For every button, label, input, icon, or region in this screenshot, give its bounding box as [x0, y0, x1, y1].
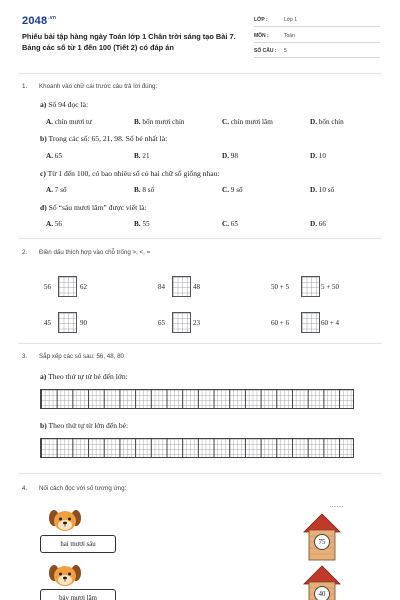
meta-value: Toán	[284, 33, 295, 39]
compare-left: 84	[158, 283, 165, 291]
house-number: 40	[314, 586, 330, 600]
q1b-option-a[interactable]	[46, 152, 62, 160]
q3b-label	[40, 421, 128, 430]
logo-text: 2048	[22, 15, 48, 27]
option-letter: A.	[46, 220, 53, 228]
q1d-option-c[interactable]	[222, 220, 238, 228]
compare-right: 60 + 4	[321, 319, 339, 327]
meta-class-row	[254, 15, 380, 27]
compare-right: 23	[193, 319, 200, 327]
question-number: 3.	[22, 353, 28, 360]
q1a-option-d[interactable]	[310, 118, 344, 126]
compare-right: 48	[193, 283, 200, 291]
stem-label: d)	[40, 203, 47, 212]
q1b-option-d[interactable]	[310, 152, 326, 160]
section-divider	[18, 473, 382, 474]
compare-left: 45	[44, 319, 51, 327]
q1b-option-b[interactable]	[134, 152, 150, 160]
q3a-answer-grid[interactable]	[40, 389, 354, 409]
option-letter: A.	[46, 152, 53, 160]
option-letter: C.	[222, 118, 229, 126]
q1a-option-c[interactable]	[222, 118, 273, 126]
site-logo[interactable]	[22, 15, 56, 27]
q1a-option-a[interactable]	[46, 118, 92, 126]
question-2-heading	[22, 249, 150, 256]
q3b-answer-grid[interactable]	[40, 438, 354, 458]
dog-house[interactable]	[302, 564, 342, 600]
question-3-heading	[22, 353, 124, 360]
option-letter: B.	[134, 118, 141, 126]
compare-left: 50 + 5	[271, 283, 289, 291]
q1c-option-a[interactable]	[46, 186, 67, 194]
option-text: chín mươi tư	[54, 118, 92, 126]
compare-right: 62	[80, 283, 87, 291]
meta-key: LỚP :	[254, 17, 268, 23]
option-letter: C.	[222, 220, 229, 228]
option-text: bốn chín	[318, 118, 344, 126]
option-letter: B.	[134, 220, 141, 228]
question-number: 2.	[22, 249, 28, 256]
q1c-option-b[interactable]	[134, 186, 154, 194]
compare-left: 60 + 6	[271, 319, 289, 327]
worksheet-title: Phiếu bài tập hàng ngày Toán lớp 1 Chân trời sáng tạo Bài 7. Bảng các số từ 1 đến 100 (Tiết 2) có đáp án	[22, 32, 236, 52]
option-text: 55	[142, 220, 150, 228]
compare-answer-box[interactable]	[58, 312, 77, 333]
q1d-option-b[interactable]	[134, 220, 150, 228]
q1c-option-d[interactable]	[310, 186, 334, 194]
option-text: 8 số	[142, 186, 155, 194]
option-letter: B.	[134, 186, 141, 194]
compare-left: 56	[44, 283, 51, 291]
q1b-stem	[40, 134, 167, 143]
question-number: 4.	[22, 485, 28, 492]
reading-card[interactable]	[40, 589, 116, 600]
option-text: 56	[54, 220, 62, 228]
stem-label: b)	[40, 134, 47, 143]
compare-answer-box[interactable]	[172, 276, 191, 297]
option-letter: C.	[222, 186, 229, 194]
option-letter: A.	[46, 118, 53, 126]
option-text: 65	[54, 152, 62, 160]
meta-key: SỐ CÂU :	[254, 48, 277, 54]
stem-text: Từ 1 đến 100, có bao nhiêu số có hai chữ số giống nhau:	[47, 169, 220, 178]
question-prompt: Khoanh vào chữ cái trước câu trả lời đúng:	[39, 83, 158, 90]
stem-text: Số “sáu mươi lăm” được viết là:	[48, 203, 147, 212]
part-text: Theo thứ tự từ bé đến lớn:	[48, 372, 128, 381]
q1b-option-c[interactable]	[222, 152, 238, 160]
section-divider	[18, 343, 382, 344]
compare-answer-box[interactable]	[172, 312, 191, 333]
part-label: b)	[40, 421, 47, 430]
option-text: 66	[318, 220, 326, 228]
q3a-label	[40, 372, 128, 381]
option-text: 10	[318, 152, 326, 160]
option-text: 65	[230, 220, 238, 228]
option-letter: D.	[310, 118, 317, 126]
stem-text: Trong các số: 65, 21, 98. Số bé nhất là:	[48, 134, 168, 143]
option-letter: A.	[46, 186, 53, 194]
stem-label: a)	[40, 100, 47, 109]
stem-text: Số 94 đọc là:	[48, 100, 89, 109]
compare-answer-box[interactable]	[301, 276, 320, 297]
q1d-option-a[interactable]	[46, 220, 62, 228]
option-text: 10 số	[318, 186, 335, 194]
option-letter: D.	[310, 152, 317, 160]
compare-row-1	[0, 276, 400, 298]
question-number: 1.	[22, 83, 28, 90]
option-text: 9 số	[230, 186, 243, 194]
compare-row-2	[0, 312, 400, 334]
decorative-dots: ........	[330, 503, 344, 509]
header-divider	[18, 73, 382, 74]
option-text: 7 số	[54, 186, 67, 194]
dog-icon	[48, 563, 82, 587]
section-divider	[18, 238, 382, 239]
question-prompt: Sắp xếp các số sau: 56, 48, 80	[39, 353, 124, 360]
option-letter: B.	[134, 152, 141, 160]
question-prompt: Điền dấu thích hợp vào chỗ trống >, <, =	[39, 249, 151, 256]
stem-label: c)	[40, 169, 46, 178]
part-label: a)	[40, 372, 47, 381]
option-letter: D.	[222, 152, 229, 160]
option-text: chín mươi lăm	[230, 118, 273, 126]
compare-left: 65	[158, 319, 165, 327]
option-text: bốn mươi chín	[142, 118, 185, 126]
question-4-heading	[22, 485, 126, 492]
meta-value: Lớp 1	[284, 17, 298, 23]
q1d-stem	[40, 203, 147, 212]
dog-icon	[48, 508, 82, 532]
compare-answer-box[interactable]	[301, 312, 320, 333]
reading-card-text: bảy mươi lăm	[59, 594, 97, 600]
meta-count-row	[254, 46, 380, 58]
option-letter: D.	[310, 186, 317, 194]
q1c-option-c[interactable]	[222, 186, 243, 194]
reading-card[interactable]	[40, 535, 116, 553]
option-text: 98	[230, 152, 238, 160]
meta-value: 5	[284, 48, 287, 54]
compare-right: 90	[80, 319, 87, 327]
question-prompt: Nối cách đọc với số tương ứng:	[39, 485, 127, 492]
q1a-option-b[interactable]	[134, 118, 184, 126]
meta-key: MÔN :	[254, 33, 269, 39]
reading-card-text: hai mươi sáu	[60, 540, 96, 548]
logo-suffix: .vn	[48, 15, 57, 21]
house-number: 75	[314, 534, 330, 550]
q1a-stem	[40, 100, 88, 109]
compare-answer-box[interactable]	[58, 276, 77, 297]
question-1-heading	[22, 83, 157, 90]
part-text: Theo thứ tự từ lớn đến bé:	[48, 421, 129, 430]
option-letter: D.	[310, 220, 317, 228]
option-text: 21	[142, 152, 150, 160]
q1d-option-d[interactable]	[310, 220, 326, 228]
compare-right: 5 + 50	[321, 283, 339, 291]
q1c-stem	[40, 169, 220, 178]
dog-house[interactable]	[302, 512, 342, 562]
meta-subject-row	[254, 31, 380, 43]
